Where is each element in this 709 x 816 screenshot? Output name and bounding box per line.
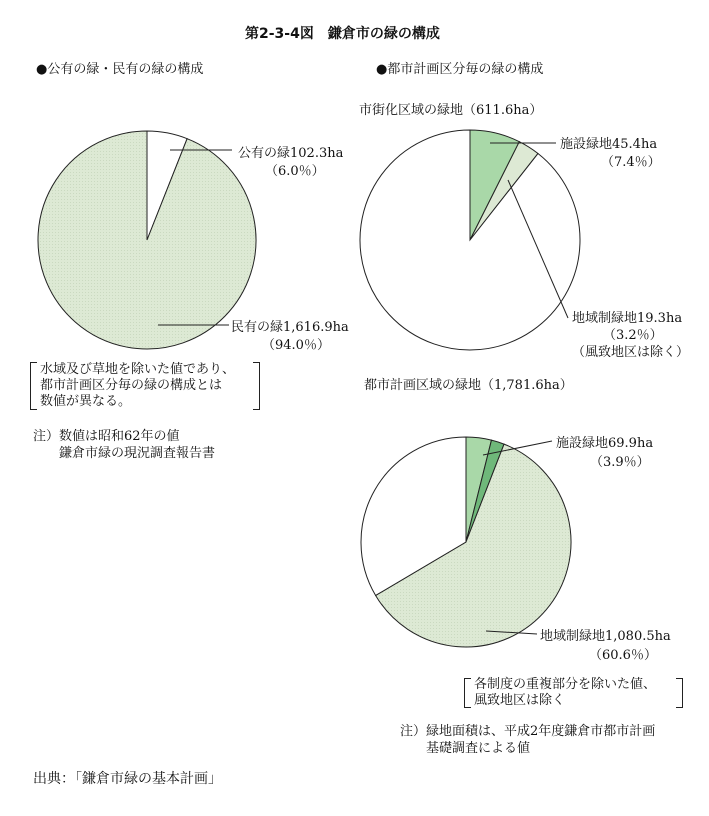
left-footnote-line-1: 注）数値は昭和62年の値: [33, 429, 180, 444]
left-note-line-3: 数値が異なる。: [40, 394, 132, 409]
left-footnote-line-2: 鎌倉市緑の現況調査報告書: [33, 446, 216, 461]
slice-label-facility-green-top: 施設緑地45.4ha: [560, 137, 658, 152]
right-note-bracket-close: [676, 678, 683, 708]
slice-label-public-green: 公有の緑102.3ha: [238, 146, 344, 161]
right-footnote-line-2: 基礎調査による値: [400, 741, 531, 756]
slice-percent-facility-green-bottom: （3.9％）: [590, 455, 650, 470]
pie-public-private: [38, 131, 256, 349]
pie-slice-other-2: [360, 130, 580, 350]
slice-percent-facility-green-top: （7.4％）: [601, 155, 661, 170]
right-note-line-1: 各制度の重複部分を除いた値、: [474, 677, 657, 692]
source-citation: 出典：「鎌倉市緑の基本計画」: [33, 771, 222, 787]
right-footnote-line-1: 注）緑地面積は、平成2年度鎌倉市都市計画: [400, 724, 656, 739]
left-heading: ●公有の緑・民有の緑の構成: [36, 62, 204, 77]
pie-city-planning-area: [361, 437, 571, 647]
slice-percent-private-green: （94.0％）: [262, 338, 330, 353]
slice-note-regional-green-top: （風致地区は除く）: [572, 345, 690, 360]
figure-title: 第2-3-4図 鎌倉市の緑の構成: [245, 26, 440, 42]
slice-percent-regional-green-top: （3.2％）: [603, 328, 663, 343]
slice-label-regional-green-top: 地域制緑地19.3ha: [572, 311, 683, 326]
pie-title-urbanization-area: 市街化区域の緑地（611.6ha）: [359, 103, 543, 118]
pie-title-city-planning-area: 都市計画区域の緑地（1,781.6ha）: [364, 378, 573, 393]
left-note-bracket-open: [30, 362, 37, 410]
slice-label-private-green: 民有の緑1,616.9ha: [231, 320, 349, 335]
pie-slice-民有の緑-1: [38, 131, 256, 349]
left-note-bracket-close: [253, 362, 260, 410]
pie-urbanization-area: [360, 130, 580, 350]
left-note-line-2: 都市計画区分毎の緑の構成とは: [40, 378, 223, 393]
slice-percent-public-green: （6.0％）: [265, 164, 325, 179]
slice-label-regional-green-bottom: 地域制緑地1,080.5ha: [540, 629, 671, 644]
right-note-line-2: 風致地区は除く: [474, 693, 566, 708]
slice-percent-regional-green-bottom: （60.6％）: [589, 648, 657, 663]
slice-label-facility-green-bottom: 施設緑地69.9ha: [556, 436, 654, 451]
right-note-bracket-open: [464, 678, 471, 708]
left-note-line-1: 水域及び草地を除いた値であり、: [40, 362, 236, 377]
right-heading: ●都市計画区分毎の緑の構成: [376, 62, 544, 77]
